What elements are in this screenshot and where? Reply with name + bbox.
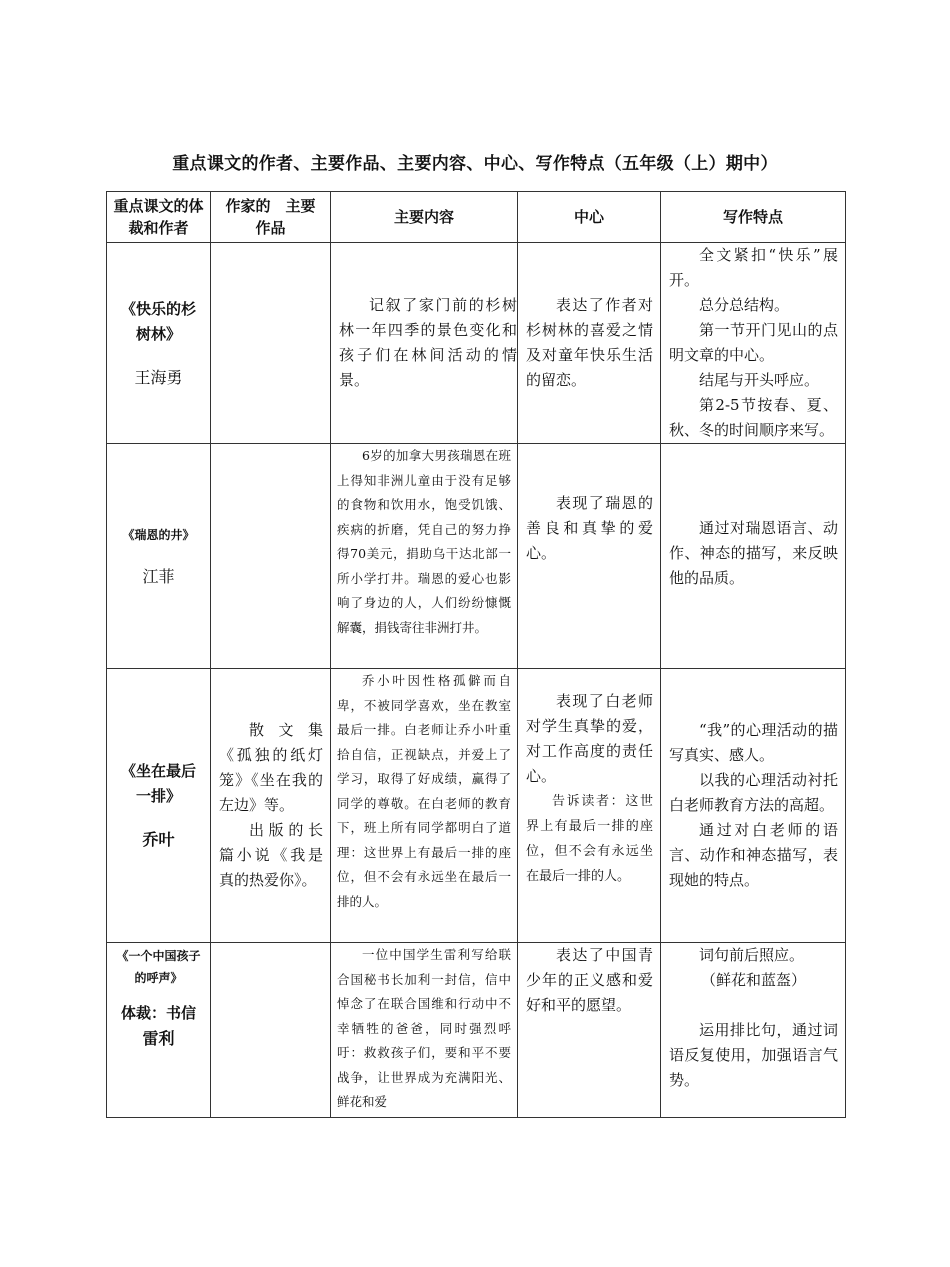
work-title: 《瑞恩的井》 (122, 527, 195, 542)
table-row (107, 669, 846, 943)
author-name: 江菲 (142, 566, 175, 586)
content-cell (331, 669, 518, 943)
feature-line: 以我的心理活动衬托白老师教育方法的高超。 (669, 771, 838, 814)
feature-line: 总分总结构。 (699, 296, 790, 314)
header-genre-author: 重点课文的体裁和作者 (107, 192, 211, 243)
works-text: 出版的长篇小说《我是真的热爱你》。 (219, 821, 323, 889)
work-cell (107, 243, 211, 444)
feature-line: 结尾与开头呼应。 (699, 371, 820, 389)
work-cell (107, 669, 211, 943)
work-cell (107, 943, 211, 1118)
center-text: 表现了瑞恩的善良和真挚的爱心。 (526, 494, 653, 562)
feature-line: 第一节开门见山的点明文章的中心。 (669, 321, 838, 364)
features-cell (661, 669, 846, 943)
header-content: 主要内容 (331, 192, 518, 243)
content-text: 乔小叶因性格孤僻而自卑，不被同学喜欢，坐在教室最后一排。白老师让乔小叶重拾自信，正视缺点，并爱上了学习，取得了好成绩，赢得了同学的尊敬。在白老师的教育下，班上所有同学都明白了道理：这世界上有最后一排的座位，但不会有永远坐在最后一排的人。 (337, 673, 511, 909)
content-text: 一位中国学生雷利写给联合国秘书长加利一封信，信中悼念了在联合国维和行动中不幸牺牲的爸爸，同时强烈呼吁：救救孩子们，要和平不要战争，让世界成为充满阳光、鲜花和爱 (337, 947, 511, 1109)
content-text: 记叙了家门前的杉树林一年四季的景色变化和孩子们在林间活动的情景。 (339, 296, 517, 389)
feature-line: 全文紧扣“快乐”展开。 (669, 246, 838, 289)
author-name: 王海勇 (134, 367, 183, 387)
center-text: 告诉读者：这世界上有最后一排的座位，但不会有永远坐在最后一排的人。 (526, 794, 653, 884)
table-row (107, 243, 846, 444)
feature-line: 第2-5节按春、夏、秋、冬的时间顺序来写。 (669, 396, 838, 439)
center-text: 表达了中国青少年的正义感和爱好和平的愿望。 (526, 946, 653, 1014)
features-cell (661, 243, 846, 444)
works-cell (211, 243, 331, 444)
work-title: 《坐在最后一排》 (120, 762, 196, 805)
feature-line: 通过对白老师的语言、动作和神态描写，表现她的特点。 (669, 821, 838, 889)
feature-line: 运用排比句，通过词语反复使用，加强语言气势。 (669, 1021, 838, 1089)
table-row (107, 943, 846, 1118)
content-cell (331, 943, 518, 1118)
page-title: 重点课文的作者、主要作品、主要内容、中心、写作特点（五年级（上）期中） (172, 154, 778, 174)
header-center: 中心 (518, 192, 661, 243)
center-cell (518, 669, 661, 943)
features-cell (661, 444, 846, 669)
feature-line: 通过对瑞恩语言、动作、神态的描写，来反映他的品质。 (669, 519, 838, 587)
author-name: 雷利 (142, 1029, 175, 1048)
feature-line: 词句前后照应。 (699, 946, 805, 964)
center-cell (518, 943, 661, 1118)
works-text: 散文集《孤独的纸灯笼》《坐在我的左边》等。 (219, 721, 323, 814)
header-features: 写作特点 (661, 192, 846, 243)
works-cell (211, 444, 331, 669)
center-cell (518, 444, 661, 669)
center-text: 表现了白老师对学生真挚的爱，对工作高度的责任心。 (526, 692, 653, 785)
works-cell (211, 943, 331, 1118)
work-title: 《一个中国孩子的呼声》 (116, 949, 201, 985)
center-cell (518, 243, 661, 444)
header-works: 作家的 主要作品 (211, 192, 331, 243)
feature-line: （鲜花和蓝盔） (700, 971, 806, 989)
content-text: 6岁的加拿大男孩瑞恩在班上得知非洲儿童由于没有足够的食物和饮用水，饱受饥饿、疾病的折磨，凭自己的努力挣得70美元，捐助乌干达北部一所小学打井。瑞恩的爱心也影响了身边的人，人们纷纷慷慨解囊，捐钱寄往非洲打井。 (337, 448, 511, 635)
features-cell (661, 943, 846, 1118)
summary-table (106, 191, 846, 1118)
table-row (107, 444, 846, 669)
center-text: 表达了作者对杉树林的喜爱之情及对童年快乐生活的留恋。 (526, 296, 653, 389)
content-cell (331, 444, 518, 669)
table-header-row (107, 192, 846, 243)
content-cell (331, 243, 518, 444)
work-cell (107, 444, 211, 669)
feature-line: “我”的心理活动的描写真实、感人。 (669, 721, 838, 764)
work-title: 《快乐的杉树林》 (120, 299, 196, 343)
genre-label: 体裁：书信 (120, 1004, 196, 1022)
author-name: 乔叶 (142, 830, 175, 849)
works-cell (211, 669, 331, 943)
